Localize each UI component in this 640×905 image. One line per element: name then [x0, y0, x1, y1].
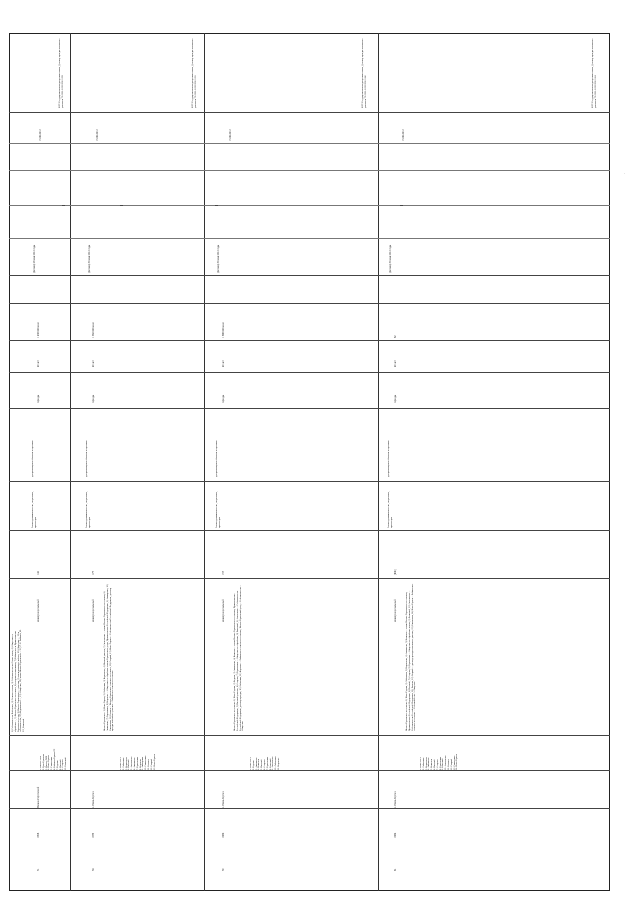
row-separator	[70, 33, 71, 891]
field-separator	[9, 238, 610, 239]
table-row	[190, 36, 204, 112]
basis-cell-wrap	[214, 240, 228, 274]
area-cell: 1 458 000 кв.м	[37, 322, 40, 338]
right-cell-wrap	[218, 374, 230, 407]
num-cell-wrap	[33, 855, 45, 875]
settlements-cell-wrap	[250, 737, 290, 770]
settlements-cell: 1. Ново-ГИЧ 2. Ведеми 3. Ашниково 4. Кошелев 5. Нижний 6. Острова 7. Гергичевка 8. Бальский 9. Анисимово 10. Лабазовка 11. Коржино	[250, 756, 280, 770]
dash-mark	[120, 205, 123, 206]
category-cell-wrap	[82, 483, 102, 529]
field-separator	[9, 303, 610, 304]
area-cell-wrap	[390, 305, 402, 339]
table-row	[58, 36, 70, 112]
term-cell: 49 лет	[37, 360, 40, 367]
category-cell: Земли промышленности, энергетики, транспорта	[86, 491, 91, 528]
basis-cell: Договор 30 мая 2012 года	[389, 244, 392, 273]
settlements-cell: 1. Ново-ГИЧ 2. Лабазовка 3. Корнилово 4. Нижний 5. Анисимово 6. Ашниково 7. Гергичевка 8. Коржино 9. Ашкаревка 10. Саватеевка 11. Бажина 12. Старый 13. Ново-Гергич	[120, 753, 156, 770]
use-cell-wrap	[384, 410, 404, 480]
doc-cell: ФГУ Государственная кадастровая палата, Договор аренды земельного участка в 72-0201-12/22/2012-159	[192, 38, 197, 108]
field-separator	[9, 372, 610, 373]
settlements-cell-wrap	[420, 737, 460, 770]
category-cell-wrap	[212, 483, 232, 529]
year-cell-wrap	[33, 810, 45, 846]
field-separator	[9, 578, 610, 579]
field-separator	[9, 408, 610, 409]
field-separator	[9, 143, 610, 144]
table-row	[360, 36, 376, 112]
field-separator	[9, 112, 610, 113]
use-cell: для размещения объектов энергетики	[216, 440, 218, 477]
description-cell-wrap	[11, 626, 69, 734]
term-cell-wrap	[33, 342, 45, 372]
field-separator	[9, 205, 610, 206]
type-cell: межмуниципальный	[222, 599, 225, 622]
num-cell-wrap	[218, 855, 230, 875]
year-cell: 1880	[222, 832, 225, 838]
area-cell-wrap	[218, 305, 230, 339]
term-cell-wrap	[390, 342, 402, 372]
type-cell: межмуниципальный	[394, 599, 397, 622]
description-cell: Нижне-Гергичское поселение: 1) Ново-Гергич, 2) Лабазовка, 3) Корнилово, 4) Ашниково, 5) Кошелев ... земли Нижне-Гергичского поселения, Правительство Российской Федерации, 6) Нижний, 7) Острова, 8) Гергичевка ... Общество по обработке земель, 9) Бальский, 10) Анисимово ... Собственность Российской Федерации, 11) Бажина, 12) Старый ... договор аренды земельного участка, 13) Саватеевка, 14) Ново-Гергич ... Бабкинское сельское поселение ... Собственность ... Общество	[406, 583, 417, 731]
basis-cell: Договор 30 мая 2012 года	[88, 244, 91, 273]
type-cell-wrap	[218, 580, 230, 624]
doc-cell: ФГУ Государственная кадастровая палата, Договор аренды земельного участка в 72-0201-12/22/2012-160	[362, 38, 367, 108]
type-cell-wrap	[390, 580, 402, 624]
region-cell: Нижне-Гергичский	[37, 786, 40, 808]
right-cell: Аренда	[37, 394, 40, 403]
settlements-cell: 1. Ново-ГИЧ 2. Лабазовка 3. Корнилово 4. Ашниково 5. Кошелев 6. Нижний 7. Острова 8. Гергичевка 9. Бальский 10. Анисимово 11. Бажина 12. Старый 13. Саватеевка 14. Ново-Гергич	[420, 753, 459, 770]
category-cell-wrap	[384, 483, 404, 529]
use-cell: для размещения объектов энергетики	[388, 440, 390, 477]
type-cell: межмуниципальный	[37, 599, 40, 622]
type-cell-wrap	[88, 580, 100, 624]
term-cell-wrap	[88, 342, 100, 372]
doc-cell: ФГУ Государственная кадастровая палата, Договор аренды земельного участка в 72-0201-12/22/2012-161	[592, 38, 597, 108]
use-cell-wrap	[28, 410, 48, 480]
use-cell: для размещения объектов энергетики	[86, 440, 88, 477]
category-cell-wrap	[28, 483, 48, 529]
basis-cell: Договор 28 мая 2012 года	[33, 244, 36, 273]
dash-mark	[400, 205, 403, 206]
field-separator	[9, 340, 610, 341]
term-cell: 49 лет	[222, 360, 225, 367]
date-cell: 15.06.2012	[96, 129, 99, 141]
right-cell-wrap	[390, 374, 402, 407]
right-cell-wrap	[88, 374, 100, 407]
field-separator	[9, 770, 610, 771]
right-cell: Аренда	[394, 394, 397, 403]
field-separator	[9, 735, 610, 736]
dash-mark	[215, 205, 218, 206]
term-cell: 49 лет	[92, 360, 95, 367]
year-cell-wrap	[390, 810, 402, 846]
dash-mark	[62, 205, 65, 206]
region-cell-wrap	[390, 772, 402, 808]
use-cell-wrap	[212, 410, 232, 480]
code-cell-wrap	[390, 532, 402, 578]
category-cell: Земли промышленности, энергетики, транспорта	[216, 491, 221, 528]
year-cell-wrap	[218, 810, 230, 846]
area-cell-wrap	[88, 305, 100, 339]
date-cell-wrap	[225, 114, 237, 142]
date-cell-wrap	[398, 114, 410, 142]
code-cell: 142	[37, 571, 40, 575]
basis-cell-wrap	[85, 240, 99, 274]
description-cell: 1) Собственность Войсковое, 2) Сельское земли, 3) Собственность на Сажне земли, 4) Общество по обработке ..., 5) Нижне-Гергичское поселение, 6) на праве пользования, 7) Бабкинское в Правительстве Гергичского уезда, 8) Нижне-Гергичского ... участки, 9) земли казачьего войска, 10) Общества ..., 11) в собственность, 12) Ведеминское ..., 13) Общество, 14) земли Нижне-Гергичского ... 12, С. Б. Бабкина, М. 2/3, Бальский	[12, 629, 26, 732]
date-cell: 15.06.2012	[402, 129, 405, 141]
settlements-cell: 1. Нижне-ГИЧ 2. Грек-Бунгалы 3. Нижне-ГИЧ 4. Ново-Гергич 5. Саватеевка 6. Бабкина-Гергич-ГЛ 7. Ведеми 8. Нижний 9. Острова 10. Бальский	[40, 748, 68, 770]
field-separator	[9, 481, 610, 482]
margin-mark: ·	[624, 172, 626, 176]
region-cell-wrap	[218, 772, 230, 808]
type-cell-wrap	[33, 580, 45, 624]
row-separator	[378, 33, 379, 891]
year-cell: 1884	[394, 832, 397, 838]
description-cell: Нижне-Гергичское: 1) Ново-Гергич, 2) Лабазовка, 3) Корнилово, 4) Нижний участок, 5) Анисимово ... земли Нижне-Гергичского поселения, 6) Ашниково, 7) Гергичевка, 8) Коржино ... Общество по обработке земель Гергичского уезда, Правительство Российской Федерации, 9) Ашкаревка, 10) Саватеевка, 11) Бажина ... Нижне-Гергичское сельское поселение, 12) Старый, 13) Ново-Гергич ... Собственность Российской Федерации, договор аренды земельного участка ... Бабкинское сельское поселение	[104, 584, 115, 731]
description-cell-wrap	[232, 580, 372, 734]
code-cell: 157	[222, 571, 225, 575]
area-cell: 1 962 000 кв.м	[92, 322, 95, 338]
region-cell-wrap	[88, 772, 100, 808]
category-cell: Земли промышленности, энергетики, транспорта	[32, 491, 37, 528]
num-cell: 61	[394, 868, 397, 871]
code-cell-wrap	[218, 532, 230, 578]
settlements-cell-wrap	[120, 737, 160, 770]
description-cell: Нижне-Гергичское поселение: 1) Ново-Гергич, 2) Ведеми, 3) Ашниково, 4) Кошелев ... земли Нижне-Гергичского поселения, Правительство Российской Федерации, 5) Нижний участок, 6) Острова, 7) Гергичевка ... Общество по обработке, 8) Бальский, 9) Анисимово ... Собственность Российской Федерации, договор аренды, 10) Лабазовка, 11) Коржино ... Бабкинское сельское поселение, Нижне-Гергичский уезд ... Собственность ... Общество	[234, 584, 245, 731]
description-cell-wrap	[404, 580, 604, 734]
area-cell-wrap	[33, 305, 45, 339]
date-cell: 15.06.2012	[229, 129, 232, 141]
row-separator	[204, 33, 205, 891]
basis-cell-wrap	[386, 240, 400, 274]
date-cell: 15.06.2012	[39, 129, 42, 141]
field-separator	[9, 808, 610, 809]
year-cell-wrap	[88, 810, 100, 846]
year-cell: 1898	[37, 832, 40, 838]
doc-cell: ФГУ Государственная кадастровая палата, Договор аренды земельного участка в 72-0201-12/22/2012-158	[59, 38, 64, 108]
region-cell: с. Ново-Гергич	[92, 791, 95, 808]
settlements-cell-wrap	[40, 737, 68, 770]
table-row	[590, 36, 606, 112]
code-cell: [ФК]	[394, 569, 397, 575]
field-separator	[9, 275, 610, 276]
basis-cell: Договор 30 мая 2012 года	[217, 244, 220, 273]
area-cell: 82	[394, 335, 397, 338]
year-cell: 1879	[92, 832, 95, 838]
basis-cell-wrap	[30, 240, 44, 274]
code-cell-wrap	[88, 532, 100, 578]
num-cell-wrap	[390, 855, 402, 875]
term-cell-wrap	[218, 342, 230, 372]
right-cell-wrap	[33, 374, 45, 407]
description-cell-wrap	[102, 580, 202, 734]
term-cell: 49 лет	[394, 360, 397, 367]
category-cell: Земли промышленности, энергетики, транспорта	[388, 491, 393, 528]
num-cell: 50	[92, 868, 95, 871]
use-cell-wrap	[82, 410, 102, 480]
type-cell: межмуниципальный	[92, 599, 95, 622]
region-cell: с. Ново-Гергич	[222, 791, 225, 808]
num-cell-wrap	[88, 855, 100, 875]
num-cell: 51	[37, 868, 40, 871]
use-cell: для размещения объектов энергетики	[32, 440, 34, 477]
code-cell-wrap	[33, 532, 45, 578]
area-cell: 1 888 000 кв.м	[222, 322, 225, 338]
field-separator	[9, 170, 610, 171]
right-cell: Аренда	[92, 394, 95, 403]
right-cell: Аренда	[222, 394, 225, 403]
date-cell-wrap	[35, 114, 47, 142]
field-separator	[9, 530, 610, 531]
date-cell-wrap	[92, 114, 104, 142]
code-cell: 177	[92, 571, 95, 575]
region-cell: с. Ново-Гергич	[394, 791, 397, 808]
region-cell-wrap	[33, 772, 45, 808]
num-cell: 59	[222, 868, 225, 871]
